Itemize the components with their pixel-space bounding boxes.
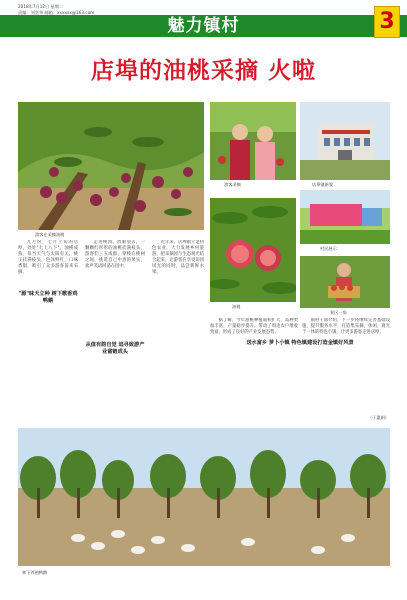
text-column-2: [85, 240, 145, 410]
text-column-1: [18, 240, 78, 410]
photo2-caption: 游客采摘: [224, 182, 241, 187]
paragraph: 据了解，今年油桃种植面积扩大，品种更加丰富，产量稳步提升，带动了周边农户增收致富，形成了良好的产业发展态势。: [210, 318, 298, 336]
text-column-5: [302, 318, 390, 414]
article-source: （于惠娟）: [368, 415, 389, 420]
subhead-1: "源"味天立种 树下歌香鸡鸭鹅: [18, 291, 78, 304]
section-title: 魅力镇村: [167, 16, 240, 36]
bottom-photo-caption: 林下养殖鸭鹅: [22, 570, 48, 575]
photo4-caption: 油桃: [232, 304, 241, 309]
text-column-4: [210, 318, 298, 414]
farmer-photo: [300, 256, 390, 308]
paragraph: 镇村干部介绍，下一步将继续完善基础设施，提升服务水平，打造集采摘、休闲、观光于一体的特色小镇，让更多游客走进店埠。: [302, 318, 390, 336]
paragraph: 走进桃园，放眼望去，一颗颗红彤彤的油桃挂满枝头，游客们三五成群，穿梭在桃树之间，挑选自己中意的果实，欢声笑语回荡在园中。: [85, 240, 145, 270]
issue-date: 2018年7月12日 星期二: [18, 4, 64, 9]
scenic-sign-photo: [300, 190, 390, 244]
subhead-3: 送水富乡 萝卜小镇 特色镇建设打造金镇好风景: [246, 340, 354, 346]
page-number-badge: 3: [374, 6, 400, 38]
building-photo: [300, 102, 390, 180]
peach-tree-photo: [18, 102, 204, 230]
photo5-caption: 村民展示: [320, 246, 337, 251]
article-headline: 店埠的油桃采摘 火啦: [90, 58, 316, 84]
visitors-photo: [210, 102, 296, 180]
subhead-2: 从值有韵自觉 追寻致游产业富链成头: [85, 342, 145, 355]
text-column-3: [152, 240, 204, 410]
photo3-caption: 店埠镇新貌: [312, 182, 333, 187]
editor-info: 责编：刘奕华 邮箱：xxxxxx@163.com: [18, 10, 95, 15]
paragraph: 近年来，店埠镇立足特色农业，大力发展乡村旅游，把采摘园与生态观光结合起来，让游客在享受田园风光的同时，品尝新鲜水果。: [152, 240, 204, 276]
paragraph: 九月份，七月上旬的店埠，处处"七上八下"，油桃成熟，每当天气与太阳有关，桃子挂满枝头，色泽鲜红，口味香甜，吸引了众多游客前来采摘。: [18, 240, 78, 276]
orchard-ducks-photo: [18, 428, 390, 566]
photo6-caption: 景区一角: [330, 310, 347, 315]
photo1-caption: 游客在采摘油桃: [35, 232, 65, 237]
peach-closeup-photo: [210, 198, 296, 302]
